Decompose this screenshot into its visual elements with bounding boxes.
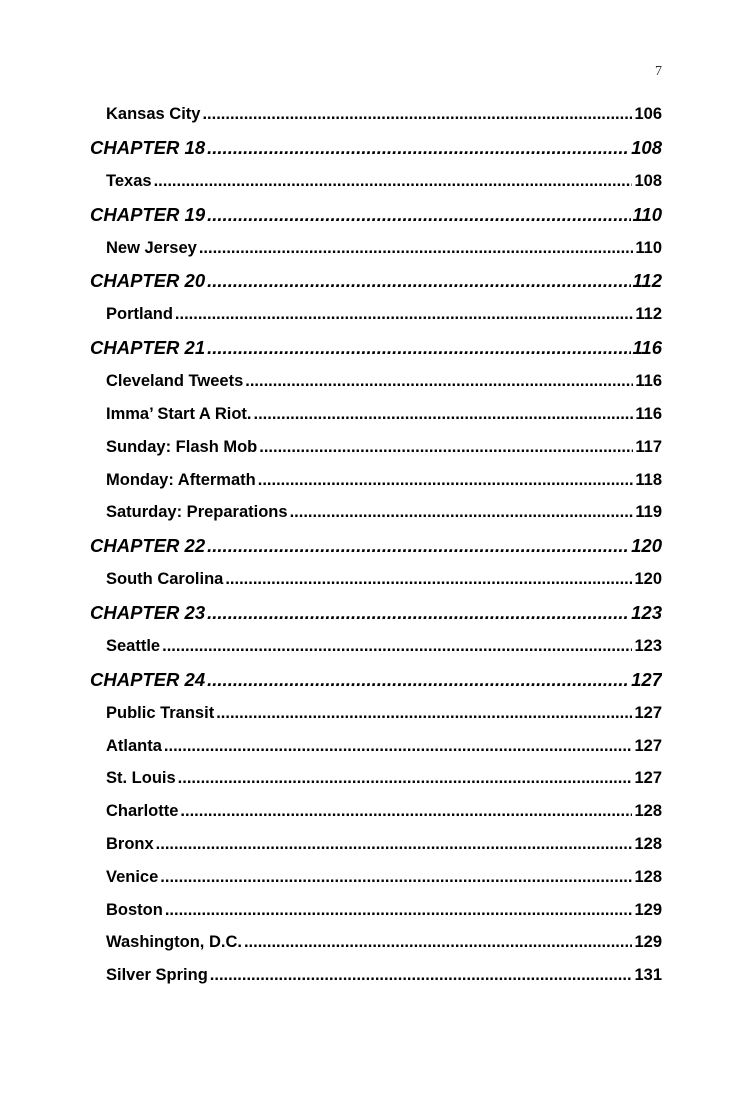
toc-dot-leader: [244, 926, 633, 959]
toc-dot-leader: [225, 563, 632, 596]
toc-section-entry[interactable]: [90, 232, 662, 265]
toc-dot-leader: [178, 762, 633, 795]
toc-section-entry[interactable]: [90, 959, 662, 992]
toc-entry-page-number: 127: [634, 736, 662, 755]
toc-entry-page-number: 108: [634, 171, 662, 190]
toc-entry-label: Charlotte: [106, 802, 179, 821]
toc-entry-page-number: 129: [634, 900, 662, 919]
toc-chapter-entry[interactable]: [90, 198, 662, 232]
toc-entry-label: Kansas City: [106, 105, 201, 123]
toc-dot-leader: [175, 298, 633, 331]
toc-section-entry[interactable]: [90, 98, 662, 131]
toc-entry-label: Bronx: [106, 834, 154, 853]
toc-section-entry[interactable]: [90, 496, 662, 529]
toc-section-entry[interactable]: [90, 861, 662, 894]
toc-entry-label: CHAPTER 19: [90, 203, 206, 225]
toc-dot-leader: [207, 198, 630, 232]
toc-entry-page-number: 127: [634, 703, 662, 722]
toc-chapter-entry[interactable]: [90, 131, 662, 165]
toc-section-entry[interactable]: [90, 298, 662, 331]
toc-entry-label: Venice: [106, 867, 159, 886]
toc-entry-label: Boston: [106, 900, 163, 919]
toc-entry-label: CHAPTER 18: [90, 136, 206, 158]
toc-dot-leader: [259, 431, 633, 464]
toc-dot-leader: [210, 959, 633, 992]
toc-section-entry[interactable]: [90, 828, 662, 861]
table-of-contents: [90, 98, 662, 992]
toc-entry-label: Texas: [106, 171, 152, 190]
toc-entry-page-number: 112: [635, 305, 662, 324]
toc-entry-label: CHAPTER 24: [90, 668, 206, 690]
toc-entry-label: CHAPTER 21: [90, 337, 206, 359]
toc-entry-page-number: 127: [634, 769, 662, 788]
toc-section-entry[interactable]: [90, 795, 662, 828]
page-number: 7: [655, 64, 662, 79]
toc-dot-leader: [207, 331, 630, 365]
toc-entry-label: Silver Spring: [106, 966, 208, 985]
toc-section-entry[interactable]: [90, 398, 662, 431]
toc-entry-label: South Carolina: [106, 570, 224, 589]
toc-dot-leader: [180, 795, 632, 828]
toc-entry-label: Atlanta: [106, 736, 162, 755]
toc-entry-page-number: 123: [634, 636, 662, 655]
toc-entry-page-number: 116: [635, 404, 662, 423]
toc-dot-leader: [164, 730, 633, 763]
toc-section-entry[interactable]: [90, 165, 662, 198]
toc-entry-page-number: 110: [635, 238, 662, 257]
toc-dot-leader: [245, 365, 633, 398]
toc-section-entry[interactable]: [90, 563, 662, 596]
toc-section-entry[interactable]: [90, 431, 662, 464]
toc-section-entry[interactable]: [90, 894, 662, 927]
toc-entry-label: CHAPTER 20: [90, 270, 206, 292]
toc-chapter-entry[interactable]: [90, 264, 662, 298]
toc-dot-leader: [207, 596, 629, 630]
toc-entry-page-number: 108: [631, 136, 662, 158]
toc-dot-leader: [258, 464, 634, 497]
toc-chapter-entry[interactable]: [90, 529, 662, 563]
toc-entry-label: Seattle: [106, 636, 161, 655]
toc-entry-page-number: 131: [634, 966, 662, 985]
toc-entry-label: Saturday: Preparations: [106, 503, 288, 522]
toc-entry-page-number: 120: [634, 570, 662, 589]
toc-dot-leader: [156, 828, 633, 861]
toc-entry-label: CHAPTER 23: [90, 601, 206, 623]
toc-dot-leader: [290, 496, 634, 529]
toc-entry-page-number: 128: [634, 834, 662, 853]
toc-chapter-entry[interactable]: [90, 596, 662, 630]
toc-dot-leader: [160, 861, 632, 894]
toc-dot-leader: [207, 529, 629, 563]
toc-chapter-entry[interactable]: [90, 663, 662, 697]
toc-section-entry[interactable]: [90, 730, 662, 763]
toc-entry-label: Cleveland Tweets: [106, 372, 244, 391]
toc-entry-page-number: 117: [635, 437, 662, 456]
toc-dot-leader: [202, 98, 632, 131]
toc-entry-page-number: 110: [632, 203, 662, 225]
toc-entry-page-number: 128: [634, 867, 662, 886]
toc-chapter-entry[interactable]: [90, 331, 662, 365]
toc-entry-page-number: 106: [634, 105, 662, 123]
toc-entry-label: New Jersey: [106, 238, 197, 257]
toc-dot-leader: [253, 398, 633, 431]
toc-entry-page-number: 123: [631, 601, 662, 623]
toc-entry-page-number: 128: [634, 802, 662, 821]
toc-entry-label: CHAPTER 22: [90, 535, 206, 557]
toc-entry-label: Monday: Aftermath: [106, 470, 256, 489]
toc-section-entry[interactable]: [90, 762, 662, 795]
toc-entry-label: Sunday: Flash Mob: [106, 437, 258, 456]
toc-entry-page-number: 112: [632, 270, 662, 292]
toc-entry-page-number: 119: [635, 503, 662, 522]
toc-dot-leader: [216, 697, 632, 730]
toc-section-entry[interactable]: [90, 464, 662, 497]
toc-section-entry[interactable]: [90, 697, 662, 730]
toc-entry-label: Washington, D.C.: [106, 933, 242, 952]
toc-dot-leader: [207, 663, 629, 697]
toc-entry-page-number: 118: [635, 470, 662, 489]
toc-dot-leader: [154, 165, 633, 198]
toc-entry-label: Imma’ Start A Riot.: [106, 404, 252, 423]
toc-section-entry[interactable]: [90, 926, 662, 959]
toc-entry-label: Public Transit: [106, 703, 215, 722]
toc-dot-leader: [162, 630, 632, 663]
toc-entry-page-number: 129: [634, 933, 662, 952]
toc-section-entry[interactable]: [90, 365, 662, 398]
toc-entry-page-number: 116: [635, 372, 662, 391]
toc-entry-page-number: 127: [631, 668, 662, 690]
toc-entry-label: Portland: [106, 305, 173, 324]
toc-entry-page-number: 120: [631, 535, 662, 557]
toc-entry-label: St. Louis: [106, 769, 176, 788]
toc-dot-leader: [207, 131, 629, 165]
toc-section-entry[interactable]: [90, 630, 662, 663]
toc-dot-leader: [207, 264, 630, 298]
toc-dot-leader: [165, 894, 633, 927]
toc-dot-leader: [199, 232, 634, 265]
toc-entry-page-number: 116: [632, 337, 662, 359]
